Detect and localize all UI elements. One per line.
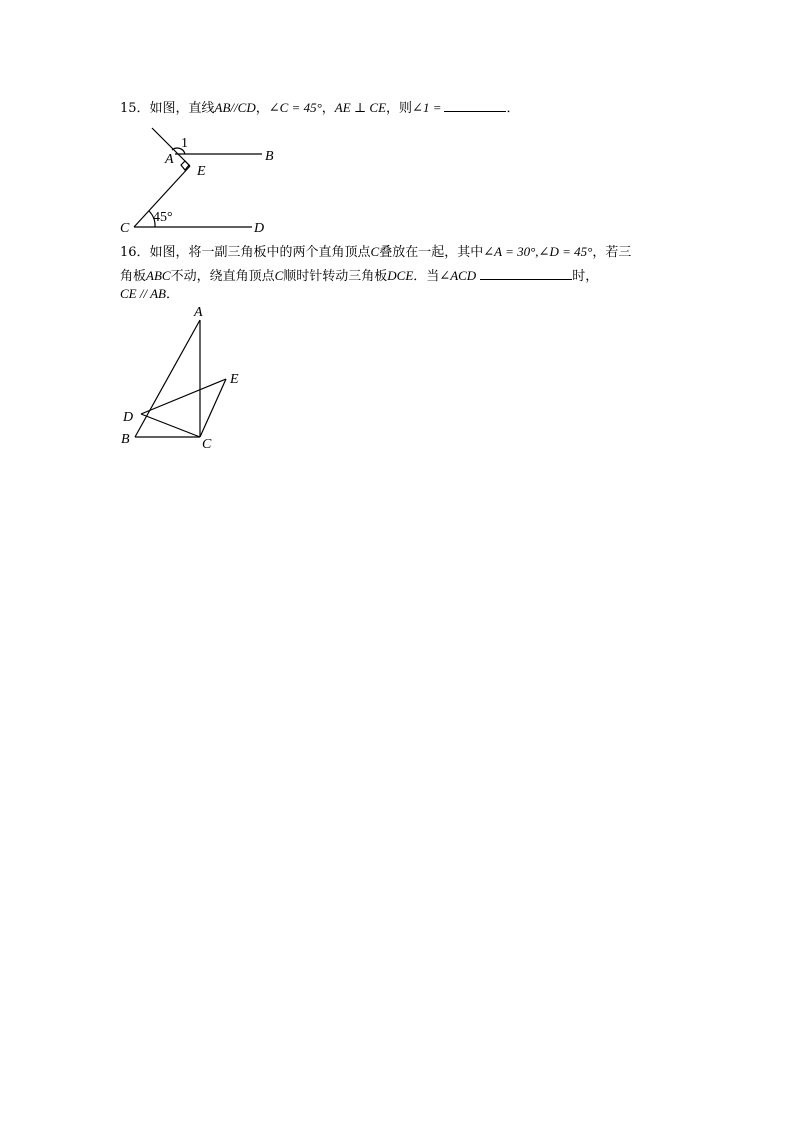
q16-l1-c: C <box>370 244 380 259</box>
q15-angle-1: ∠1 = <box>412 100 442 115</box>
q15-perpendicular: AE ⊥ CE <box>334 100 387 115</box>
q16-label-a: A <box>194 305 203 320</box>
q15-label-45: 45° <box>153 210 173 225</box>
q15-label-a: A <box>165 152 174 167</box>
q16-figure <box>135 320 226 437</box>
q16-l1-mid: 叠放在一起，其中 <box>379 245 484 260</box>
q16-l2-angle: ∠ACD <box>439 268 477 283</box>
q15-angle-c-arc <box>149 211 155 227</box>
q15-prefix: 15．如图，直线 <box>120 101 215 116</box>
q16-l2-mid3: ．当 <box>413 269 440 284</box>
q16-l2-dce: DCE <box>387 268 414 283</box>
q16-side-dc <box>141 414 200 437</box>
q16-l1-angles: ∠A = 30°,∠D = 45° <box>483 244 593 259</box>
q15-answer-blank[interactable] <box>444 99 506 112</box>
q15-label-d: D <box>254 221 265 236</box>
q16-l2-prefix: 角板 <box>120 269 147 284</box>
q16-label-c: C <box>202 437 212 452</box>
q15-right-angle-mark <box>181 161 189 170</box>
q16-l2-c: C <box>274 268 284 283</box>
q16-side-de <box>141 379 226 414</box>
q16-l2-mid2: 顺时针转动三角板 <box>283 269 388 284</box>
q16-l1-suffix: ，若三 <box>592 245 632 260</box>
q15-parallel: AB//CD <box>214 100 256 115</box>
q16-text-line2 <box>120 267 598 285</box>
q16-label-b: B <box>121 432 130 447</box>
q15-label-b: B <box>265 149 274 164</box>
q16-l1-prefix: 16．如图，将一副三角板中的两个直角顶点 <box>120 245 371 260</box>
q15-sep1: ， <box>255 101 269 116</box>
q15-sep3: ，则 <box>386 101 413 116</box>
q16-l3-suffix: ． <box>165 287 179 302</box>
q16-answer-blank[interactable] <box>480 267 572 280</box>
q15-label-1: 1 <box>181 136 188 151</box>
q16-l2-abc: ABC <box>146 268 171 283</box>
q15-line-ec <box>134 166 190 227</box>
q15-label-e: E <box>197 164 206 179</box>
q16-text-line1 <box>120 244 631 261</box>
q16-l2-suffix: 时， <box>572 269 599 284</box>
q15-line-through-a <box>152 128 190 166</box>
q16-label-d: D <box>123 410 134 425</box>
q16-side-ec <box>200 379 226 437</box>
q15-label-c: C <box>120 221 130 236</box>
q15-text <box>120 99 519 117</box>
q15-period: ． <box>506 101 520 116</box>
q16-label-e: E <box>230 372 239 387</box>
q16-l2-mid: 不动，绕直角顶点 <box>170 269 275 284</box>
q15-sep2: ， <box>321 101 335 116</box>
q16-side-ab <box>135 320 200 437</box>
q16-text-line3 <box>120 286 179 303</box>
q15-angle-c: ∠C = 45° <box>268 100 322 115</box>
q16-l3-parallel: CE // AB <box>120 286 166 301</box>
q15-angle1-arc <box>172 148 185 154</box>
